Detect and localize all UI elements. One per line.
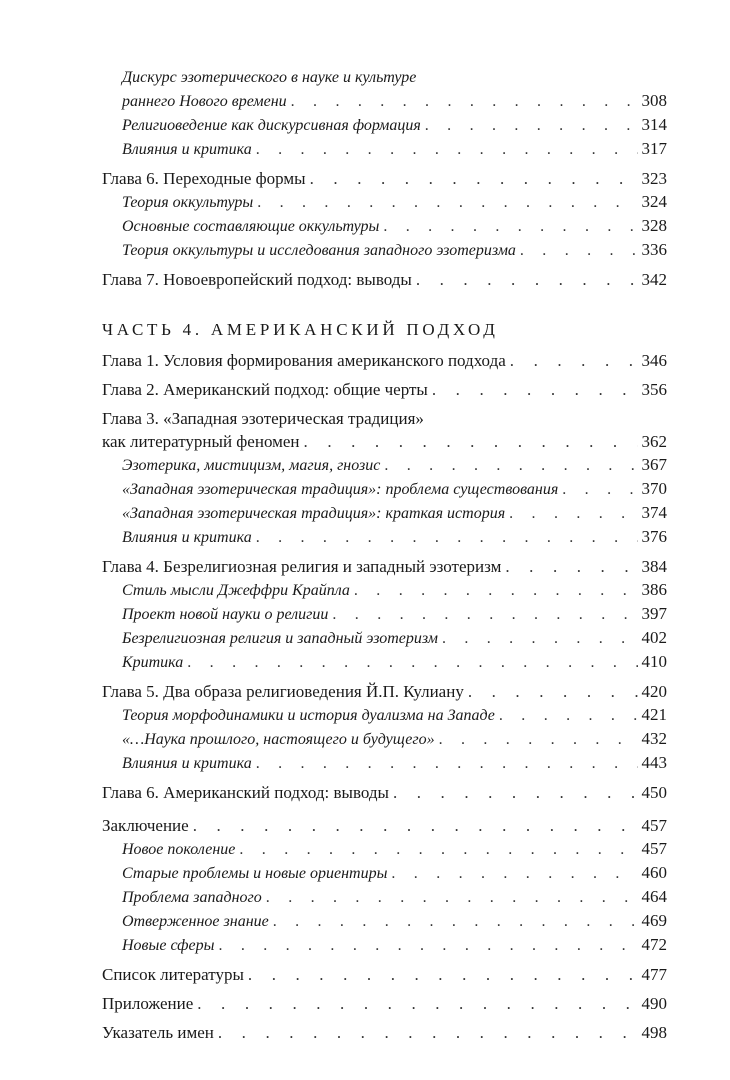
toc-page-number: 374 [641, 503, 667, 522]
toc-page-number: 457 [641, 839, 667, 858]
toc-page-number: 402 [641, 628, 667, 647]
toc-chapter-entry [102, 349, 667, 372]
toc-page-number: 421 [641, 705, 667, 724]
dot-leader [257, 191, 637, 214]
toc-section-entry [102, 861, 667, 885]
toc-page-number: 450 [641, 783, 667, 802]
toc-entry-title-line1: Дискурс эзотерического в науке и культуре [122, 69, 417, 86]
toc-back-matter [102, 814, 667, 1044]
toc-page-number: 443 [641, 753, 667, 772]
dot-leader [520, 239, 638, 262]
dot-leader [256, 526, 638, 549]
toc-section-entry [102, 113, 667, 137]
toc-page-number: 498 [641, 1023, 667, 1042]
toc-entry-title: Критика [122, 654, 184, 671]
toc-section-entry [102, 190, 667, 214]
toc-page-number: 376 [641, 527, 667, 546]
dot-leader [332, 603, 637, 626]
toc-entry-title: Указатель имен [102, 1023, 214, 1042]
toc-entry-title: «Западная эзотерическая традиция»: краткая история [122, 505, 506, 522]
toc-section-entry [102, 525, 667, 549]
toc-section-entry [102, 238, 667, 262]
toc-section-entry [102, 933, 667, 957]
toc-chapter-entry [102, 992, 667, 1015]
dot-leader [218, 934, 637, 957]
toc-entry-title: Глава 6. Переходные формы [102, 169, 306, 188]
toc-section-entry [102, 214, 667, 238]
toc-section-entry [102, 66, 667, 113]
toc-page-number: 384 [641, 557, 667, 576]
toc-chapter-entry [102, 963, 667, 986]
dot-leader [505, 555, 637, 578]
toc-chapter-entry [102, 1021, 667, 1044]
toc-entry-title: Отверженное знание [122, 913, 269, 930]
toc-entry-title: Старые проблемы и новые ориентиры [122, 865, 388, 882]
toc-entry-title: Глава 7. Новоевропейский подход: выводы [102, 270, 412, 289]
toc-page-number: 457 [641, 816, 667, 835]
dot-leader [239, 838, 637, 861]
toc-entry-title: Влияния и критика [122, 529, 252, 546]
toc-chapter-entry [102, 680, 667, 703]
toc-entry-title: Глава 1. Условия формирования американского подхода [102, 351, 506, 370]
dot-leader [468, 680, 638, 703]
toc-section-entry [102, 909, 667, 933]
toc-entry-title: Стиль мысли Джеффри Крайпла [122, 582, 350, 599]
dot-leader [510, 349, 638, 372]
dot-leader [383, 215, 637, 238]
dot-leader [391, 862, 637, 885]
toc-section-entry [102, 602, 667, 626]
dot-leader [304, 430, 638, 453]
toc-page-number: 420 [641, 682, 667, 701]
toc-section-entry [102, 703, 667, 727]
toc-entry-title: Эзотерика, мистицизм, магия, гнозис [122, 457, 381, 474]
toc-page-number: 472 [641, 935, 667, 954]
toc-section-entry [102, 885, 667, 909]
toc-section-entry [102, 837, 667, 861]
toc-entry-title: раннего Нового времени [122, 93, 287, 110]
toc-entry-title: Влияния и критика [122, 755, 252, 772]
dot-leader [509, 502, 637, 525]
dot-leader [193, 814, 638, 837]
dot-leader [442, 627, 638, 650]
dot-leader [354, 579, 638, 602]
toc-entry-title: «Западная эзотерическая традиция»: проблема существования [122, 481, 559, 498]
toc-entry-title-line1: Глава 3. «Западная эзотерическая традиция» [102, 409, 424, 428]
toc-page-number: 490 [641, 994, 667, 1013]
toc-page-number: 432 [641, 729, 667, 748]
toc-section-entry [102, 578, 667, 602]
dot-leader [499, 704, 638, 727]
dot-leader [197, 992, 637, 1015]
toc-chapter-entry [102, 781, 667, 804]
toc-entry-title: Приложение [102, 994, 194, 1013]
dot-leader [384, 454, 637, 477]
toc-entry-title: Глава 2. Американский подход: общие черты [102, 380, 428, 399]
toc-entry-title: Список литературы [102, 965, 244, 984]
toc-section-entry [102, 626, 667, 650]
toc-page-number: 362 [641, 432, 667, 451]
toc-entry-title: Глава 5. Два образа религиоведения Й.П. Кулиану [102, 682, 464, 701]
toc-entry-title: Новые сферы [122, 937, 215, 954]
toc-entry-title: Религиоведение как дискурсивная формация [122, 117, 421, 134]
toc-chapter-entry [102, 407, 667, 453]
dot-leader [256, 138, 638, 161]
toc-page-number: 342 [641, 270, 667, 289]
toc-section-entry [102, 137, 667, 161]
toc-section-entry [102, 727, 667, 751]
dot-leader [218, 1021, 638, 1044]
dot-leader [291, 90, 638, 113]
toc-chapter-entry [102, 268, 667, 291]
toc-entry-title: Теория морфодинамики и история дуализма на Западе [122, 707, 495, 724]
toc-entry-title: Проблема западного [122, 889, 262, 906]
toc-entry-title: Влияния и критика [122, 141, 252, 158]
toc-entry-title: Глава 4. Безрелигиозная религия и западный эзотеризм [102, 557, 502, 576]
toc-page-number: 328 [641, 216, 667, 235]
dot-leader [273, 910, 638, 933]
toc-chapter-entry [102, 167, 667, 190]
dot-leader [416, 268, 638, 291]
toc-entry-title: Теория оккультуры [122, 194, 254, 211]
toc-part4 [102, 349, 667, 804]
toc-page-number: 336 [641, 240, 667, 259]
dot-leader [266, 886, 638, 909]
dot-leader [562, 478, 637, 501]
toc-chapter-entry [102, 814, 667, 837]
toc-entry-title: Глава 6. Американский подход: выводы [102, 783, 389, 802]
toc-page-number: 367 [641, 455, 667, 474]
toc-entry-title: Проект новой науки о религии [122, 606, 329, 623]
toc-page-number: 317 [641, 139, 667, 158]
dot-leader [310, 167, 638, 190]
toc-section-entry [102, 477, 667, 501]
toc-page-number: 356 [641, 380, 667, 399]
table-of-contents [102, 66, 667, 1044]
dot-leader [393, 781, 638, 804]
dot-leader [248, 963, 638, 986]
toc-page-number: 324 [641, 192, 667, 211]
toc-entry-title: Новое поколение [122, 841, 236, 858]
toc-chapter-entry [102, 378, 667, 401]
toc-page-number: 314 [641, 115, 667, 134]
toc-entry-title: Теория оккультуры и исследования западного эзотеризма [122, 242, 516, 259]
toc-entry-title: Основные составляющие оккультуры [122, 218, 380, 235]
toc-section-entry [102, 650, 667, 674]
toc-page-number: 323 [641, 169, 667, 188]
toc-page-number: 477 [641, 965, 667, 984]
toc-page-number: 469 [641, 911, 667, 930]
toc-page-number: 386 [641, 580, 667, 599]
toc-entry-title: Заключение [102, 816, 189, 835]
toc-section-entry [102, 453, 667, 477]
toc-page-number: 346 [641, 351, 667, 370]
toc-page-number: 370 [641, 479, 667, 498]
toc-entry-title: «…Наука прошлого, настоящего и будущего» [122, 731, 435, 748]
part-4-heading: ЧАСТЬ 4. АМЕРИКАНСКИЙ ПОДХОД [102, 320, 499, 339]
toc-entry-title: как литературный феномен [102, 432, 300, 451]
dot-leader [187, 651, 637, 674]
toc-chapter-entry [102, 555, 667, 578]
dot-leader [432, 378, 638, 401]
toc-page-number: 460 [641, 863, 667, 882]
toc-part3-tail [102, 66, 667, 291]
toc-page-number: 308 [641, 91, 667, 110]
toc-section-entry [102, 751, 667, 775]
toc-entry-title: Безрелигиозная религия и западный эзотеризм [122, 630, 438, 647]
toc-page-number: 397 [641, 604, 667, 623]
dot-leader [256, 752, 638, 775]
toc-page-number: 464 [641, 887, 667, 906]
dot-leader [425, 114, 638, 137]
toc-section-entry [102, 501, 667, 525]
dot-leader [439, 728, 638, 751]
toc-page-number: 410 [641, 652, 667, 671]
